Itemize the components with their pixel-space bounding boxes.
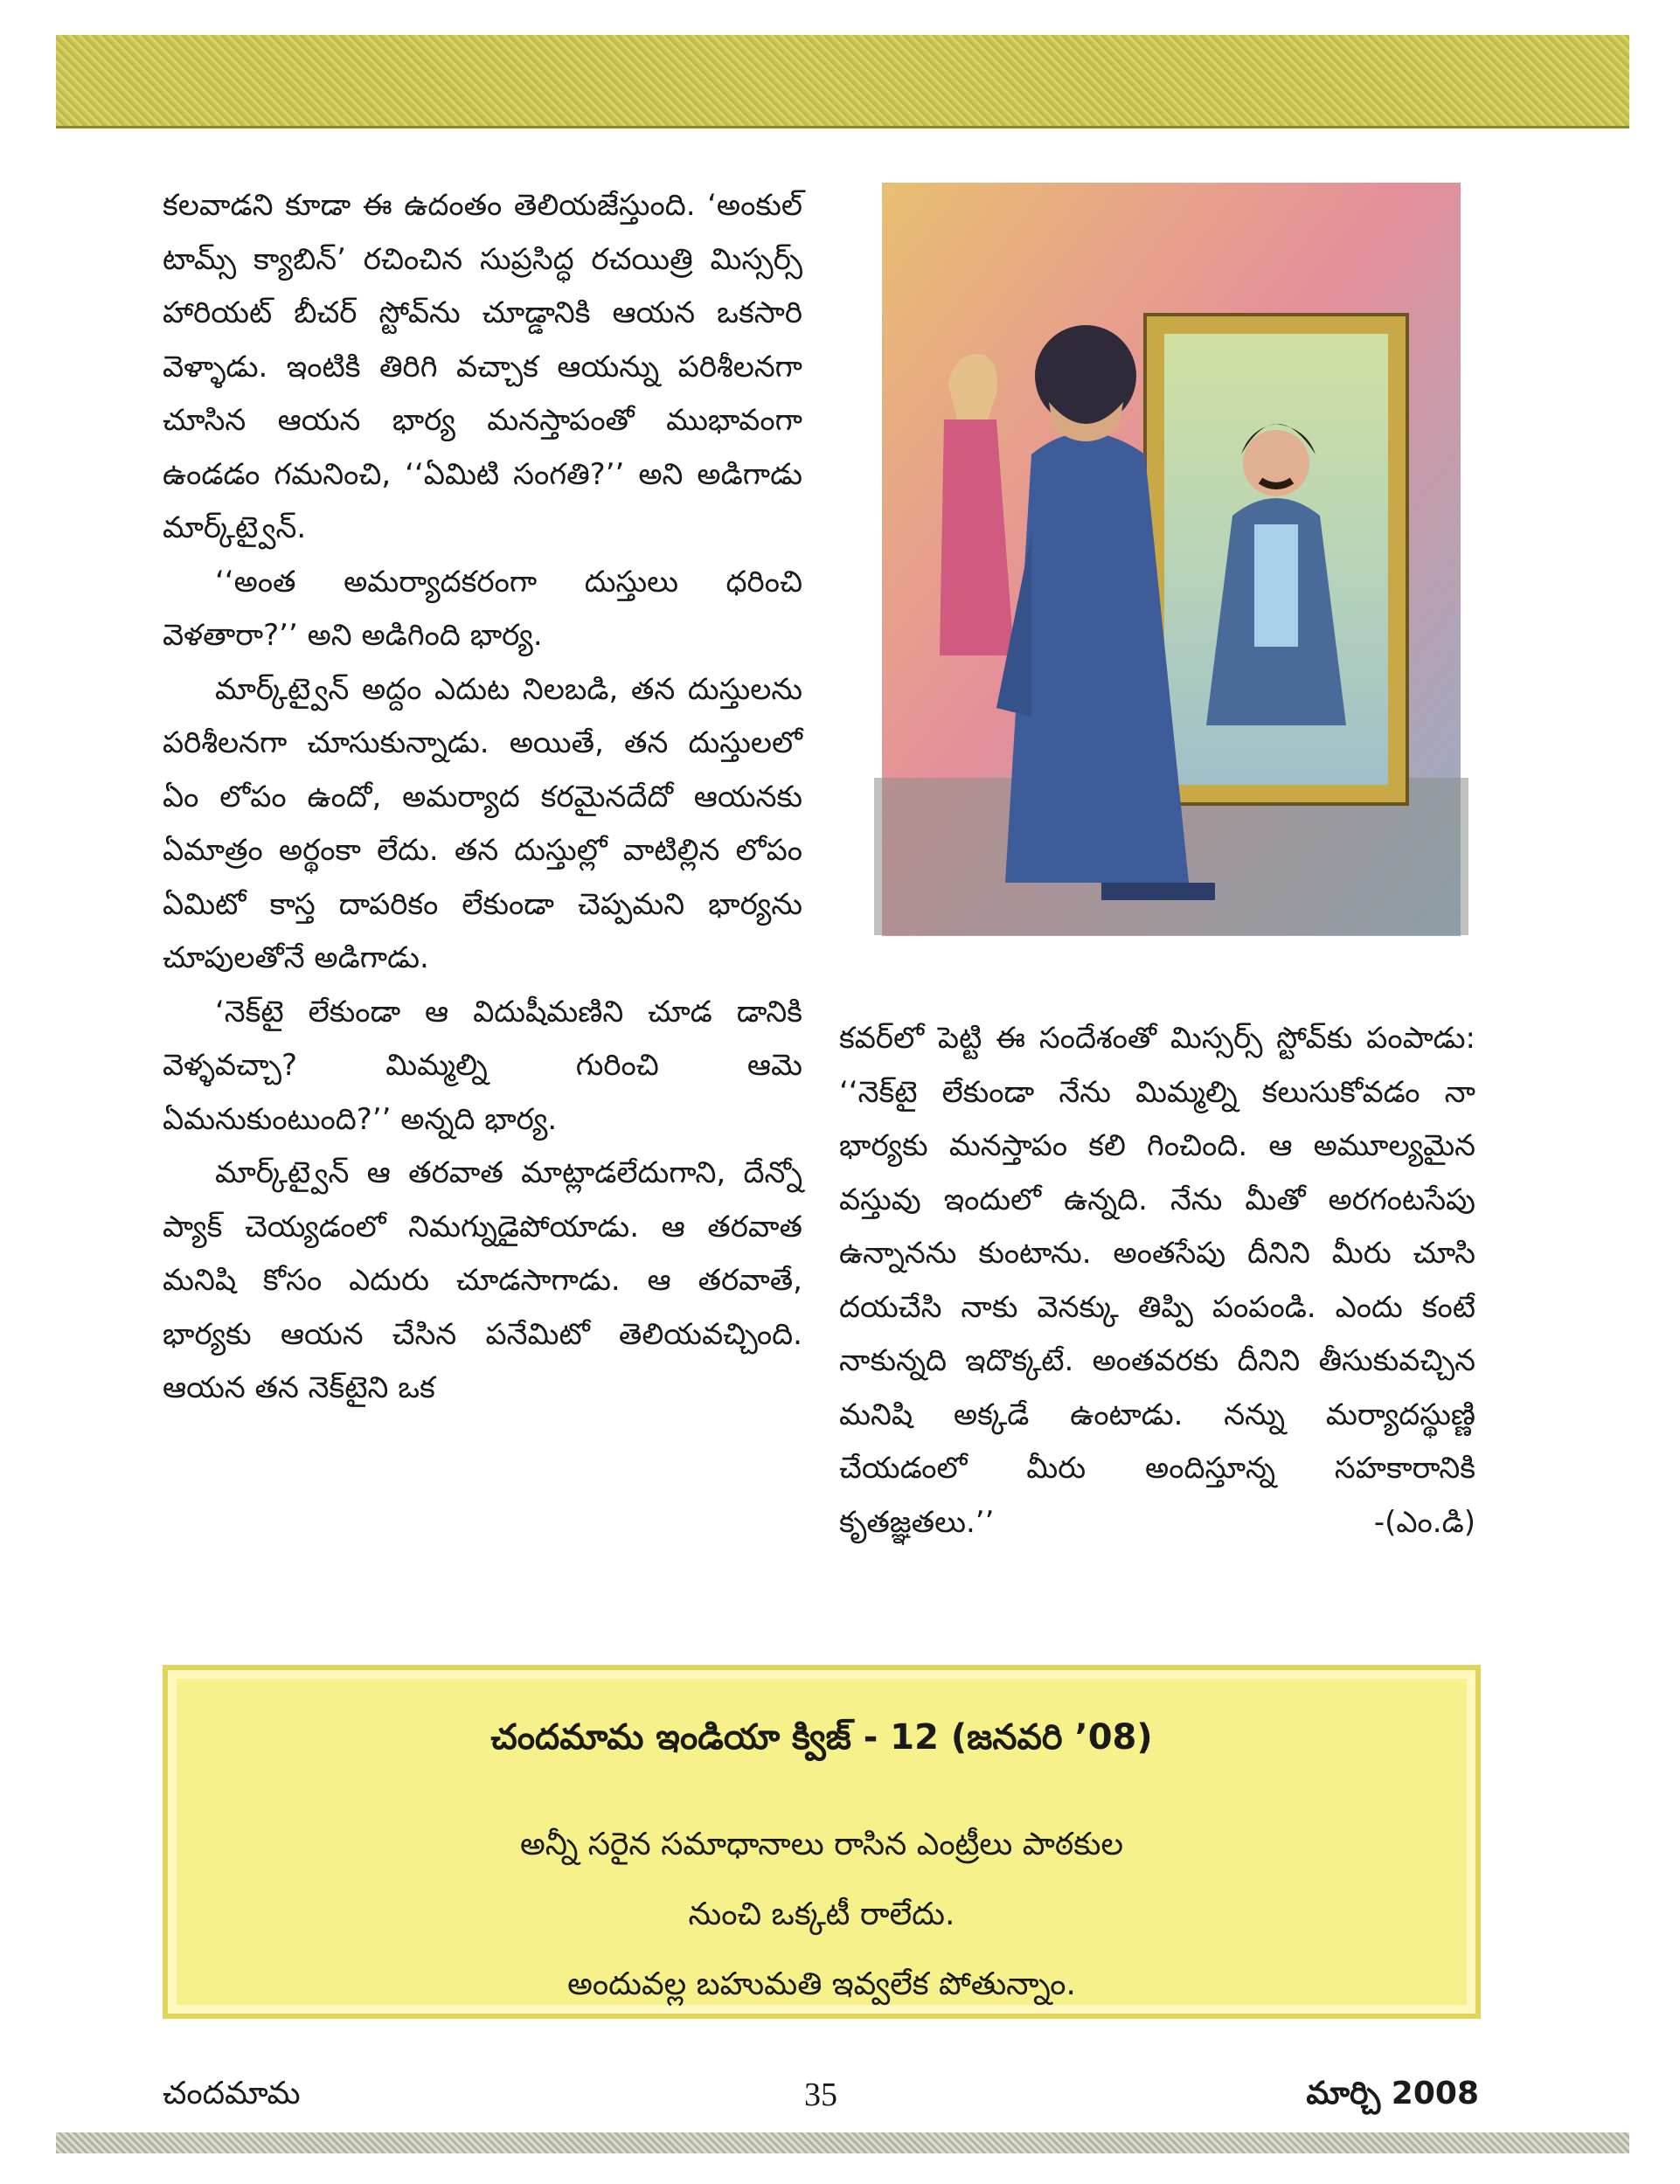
top-decorative-band — [56, 35, 1629, 128]
footer-page-number: 35 — [804, 2077, 837, 2113]
author-signature: -(ఎం.డి) — [1373, 1504, 1475, 1540]
quiz-title: చందమామ ఇండియా క్విజ్ - 12 (జనవరి ’08) — [490, 1717, 1153, 1758]
quiz-notice-box — [163, 1665, 1481, 2019]
paragraph: ‘‘అంత అమర్యాదకరంగా దుస్తులు ధరించి వెళతారా?’’ అని అడిగింది భార్య. — [163, 564, 802, 653]
paragraph: ‘నెక్‌టై లేకుండా ఆ విదుషీమణిని చూడ డానికి వెళ్ళవచ్చా? మిమ్మల్ని గురించి ఆమె ఏమనుకుంటుంది?’’ అన్నది భార్య. — [163, 994, 802, 1137]
illustration-man-at-mirror — [857, 166, 1486, 961]
quiz-line: నుంచి ఒక్కటీ రాలేదు. — [688, 1896, 955, 1932]
bottom-decorative-band — [56, 2132, 1629, 2153]
quiz-message — [168, 1810, 1475, 2020]
paragraph: మార్క్‌ట్వైన్ అద్దం ఎదుట నిలబడి, తన దుస్తులను పరిశీలనగా చూసుకున్నాడు. అయితే, తన దుస్తులలో ఏం లోపం ఉందో, అమర్యాద కరమైనదేదో ఆయనకు ఏమాత్రం అర్థంకా లేదు. తన దుస్తుల్లో వాటిల్లిన లోపం ఏమిటో కాస్త దాపరికం లేకుండా చెప్పమని భార్యను చూపులతోనే అడిగాడు. — [163, 671, 802, 975]
quiz-line: అందువల్ల బహుమతి ఇవ్వలేక పోతున్నాం. — [567, 1966, 1076, 2002]
footer-issue-date: మార్చి 2008 — [1306, 2076, 1479, 2111]
paragraph: కవర్‌లో పెట్టి ఈ సందేశంతో మిస్సర్స్ స్టోవ్‌కు పంపాడు: ‘‘నెక్‌టై లేకుండా నేను మిమ్మల్ని కలుసుకోవడం నా భార్యకు మనస్తాపం కలి గించింది. ఆ అమూల్యమైన వస్తువు ఇందులో ఉన్నది. నేను మీతో అరగంటసేపు ఉన్నానను కుంటాను. అంతసేపు దీనిని మీరు చూసి దయచేసి నాకు వెనక్కు తిప్పి పంపండి. ఎందు కంటే నాకున్నది ఇదొక్కటే. అంతవరకు దీనిని తీసుకువచ్చిన మనిషి అక్కడే ఉంటాడు. నన్ను మర్యాదస్థుణ్ణి చేయడంలో మీరు అందిస్తూన్న సహకారానికి కృతజ్ఞతలు.’’ — [839, 1021, 1475, 1540]
right-text-column — [839, 1012, 1475, 1550]
paragraph: కలవాడని కూడా ఈ ఉదంతం తెలియజేస్తుంది. ‘అంకుల్ టామ్స్ క్యాబిన్’ రచించిన సుప్రసిద్ధ రచయిత్రి మిస్సర్స్ హారియట్ బీచర్ స్టోవ్‌ను చూడ్డానికి ఆయన ఒకసారి వెళ్ళాడు. ఇంటికి తిరిగి వచ్చాక ఆయన్ను పరిశీలనగా చూసిన ఆయన భార్య మనస్తాపంతో ముభావంగా ఉండడం గమనించి, ‘‘ఏమిటి సంగతి?’’ అని అడిగాడు మార్క్‌ట్వైన్. — [163, 188, 802, 545]
left-text-column — [163, 179, 802, 1416]
paragraph: మార్క్‌ట్వైన్ ఆ తరవాత మాట్లాడలేదుగాని, దేన్నో ప్యాక్ చెయ్యడంలో నిమగ్నుడైపోయాడు. ఆ తరవాత మనిషి కోసం ఎదురు చూడసాగాడు. ఆ తరవాతే, భార్యకు ఆయన చేసిన పనేమిటో తెలియవచ్చింది. ఆయన తన నెక్‌టైని ఒక — [163, 1155, 802, 1405]
quiz-line: అన్నీ సరైన సమాధానాలు రాసిన ఎంట్రీలు పాఠకుల — [519, 1827, 1124, 1862]
footer-magazine-name: చందమామ — [163, 2076, 301, 2111]
